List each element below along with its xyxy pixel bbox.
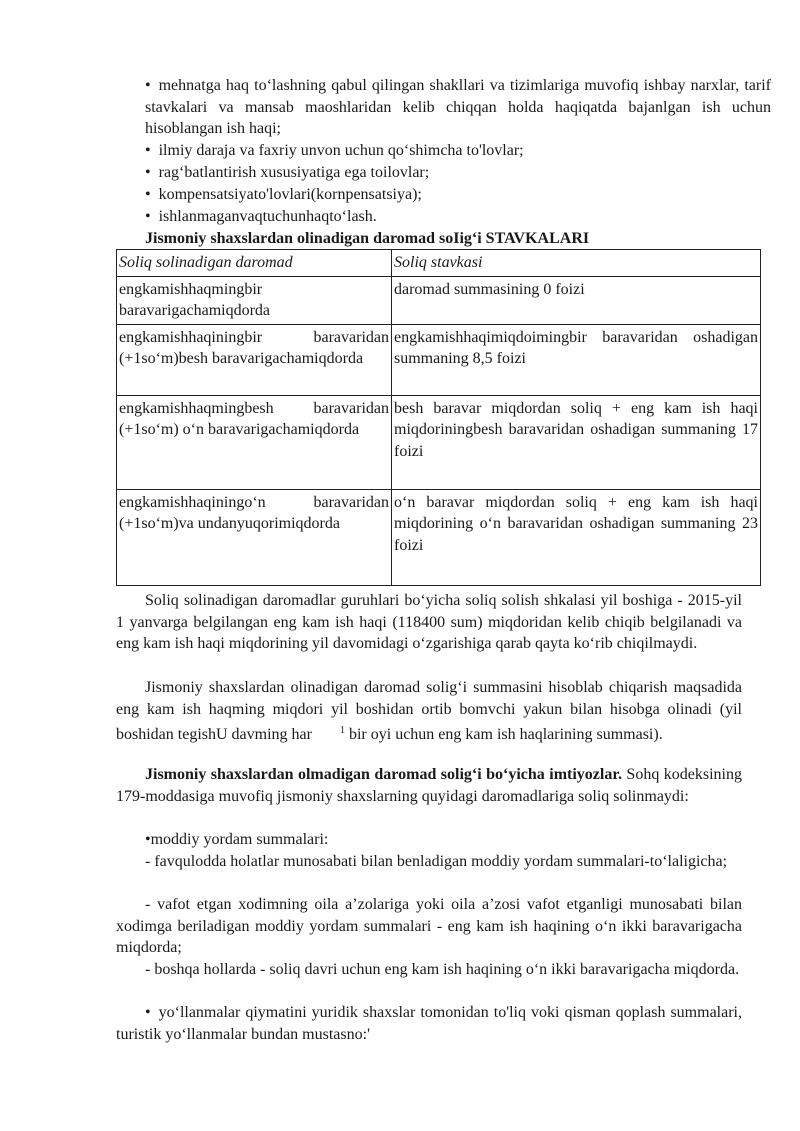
bullet-text: ilmiy daraja va faxriy unvon uchun qo‘shimcha to'lovlar;: [158, 142, 524, 159]
list-subitem-emergency-aid: - favqulodda holatlar munosabati bilan benladigan moddiy yordam summalari-to‘laligicha;: [145, 853, 728, 870]
bullet-marker: •: [145, 1004, 151, 1021]
list-subitem-death-aid: - vafot etgan xodimning oila a’zolariga yoki oila a’zosi vafot etganligi munosabati bilan xodimga beriladigan moddiy yordam summalari - eng kam ish haqining o‘n ikki baravarigacha miqdorda;: [116, 896, 742, 956]
bullet-text: ishlanmaganvaqtuchunhaqto‘lash.: [158, 208, 377, 225]
bullet-text: yo‘llanmalar qiymatini yuridik shaxslar tomonidan to'liq voki qisman qoplash summalari, turistik yo‘llanmalar bundan mustasno:': [116, 1004, 742, 1043]
table-cell-rate: daromad summasining 0 foizi: [392, 276, 761, 324]
table-row: [117, 489, 761, 585]
bullet-item-degree: [116, 140, 771, 162]
paragraph-tax-scale: Soliq solinadigan daromadlar guruhlari bo‘yicha soliq solish shkalasi yil boshiga - 2015-yil 1 yanvarga belgilangan eng kam ish haqi (118400 sum) miqdoridan kelib chiqib belgilanadi va eng kam ish haqi miqdorining yil davomidagi o‘zgarishiga qarab qayta ko‘rib chiqilmaydi.: [116, 592, 742, 652]
header-tax-rate: Soliq stavkasi: [392, 250, 761, 277]
table-row: [117, 395, 761, 489]
paragraph-text: bir oyi uchun eng kam ish haqlarining summasi).: [348, 726, 663, 743]
tax-rates-table: [116, 249, 761, 586]
table-title: Jismoniy shaxslardan olinadigan daromad soIig‘i STAVKALARI: [145, 230, 590, 247]
paragraph-text: Jismoniy shaxslardan olinadigan daromad solig‘i summasini hisoblab chiqarish maqsadida eng kam ish haqming miqdori yil boshidan ortib bomvchi yakun bilan hisobga olinadi (yil boshidan tegishU davming har: [116, 679, 742, 743]
table-cell-income: engkamishhaqiningo‘n baravaridan (+1so‘m)va undanyuqorimiqdorda: [117, 489, 392, 585]
bullet-item-compensation: [116, 184, 771, 206]
paragraph-exemptions: [116, 764, 742, 807]
footnote-marker: 1: [339, 725, 345, 736]
bullet-item-wages: [116, 75, 771, 140]
table-cell-income: engkamishhaqmingbesh baravaridan (+1so‘m) o‘n baravarigachamiqdorda: [117, 395, 392, 489]
list-item-vouchers: [116, 1002, 742, 1045]
bullet-text: mehnatga haq to‘lashning qabul qilingan shakllari va tizimlariga muvofiq ishbay narxlar, tarif stavkalari va mansab maoshlaridan kelib chiqqan holda haqiqatda bajanlgan ish uchun hisoblangan ish haqi;: [145, 77, 771, 137]
table-cell-rate: engkamishhaqimiqdoimingbir baravaridan oshadigan summaning 8,5 foizi: [392, 324, 761, 395]
exemptions-text: Sohq kodeksining 179-moddasiga muvofiq jismoniy shaxslarning quyidagi daromadlariga soliq solinmaydi:: [116, 766, 742, 805]
bullet-text: kompensatsiyato'lovlari(kornpensatsiya);: [158, 186, 422, 203]
table-row: [117, 324, 761, 395]
bullet-marker: •: [145, 142, 151, 159]
bullet-item-incentive: [116, 162, 771, 184]
table-header-row: [117, 250, 761, 277]
bullet-marker: •: [145, 164, 151, 181]
table-cell-rate: besh baravar miqdordan soliq + eng kam ish haqi miqdoriningbesh baravaridan oshadigan summaning 17 foizi: [392, 395, 761, 489]
list-subitem-other-aid: - boshqa hollarda - soliq davri uchun eng kam ish haqining o‘n ikki baravarigacha miqdorda.: [145, 961, 740, 978]
table-cell-rate: o‘n baravar miqdordan soliq + eng kam ish haqi miqdorining o‘n baravaridan oshadigan summaning 23 foizi: [392, 489, 761, 585]
header-taxable-income: Soliq solinadigan daromad: [117, 250, 392, 277]
bullet-marker: •: [145, 77, 151, 94]
table-cell-income: engkamishhaqmingbir baravarigachamiqdorda: [117, 276, 392, 324]
table-row: [117, 276, 761, 324]
paragraph-calculation: [116, 677, 742, 746]
table-cell-income: engkamishhaqiningbir baravaridan (+1so‘m)besh baravarigachamiqdorda: [117, 324, 392, 395]
bullet-marker: •: [145, 186, 151, 203]
exemptions-heading: Jismoniy shaxslardan olmadigan daromad solig‘i bo‘yicha imtiyozlar.: [145, 766, 622, 783]
bullet-marker: •: [145, 208, 151, 225]
bullet-text: rag‘batlantirish xususiyatiga ega toilovlar;: [158, 164, 430, 181]
list-item-material-aid: •moddiy yordam summalari:: [145, 831, 329, 848]
bullet-item-idle-pay: [116, 206, 771, 228]
